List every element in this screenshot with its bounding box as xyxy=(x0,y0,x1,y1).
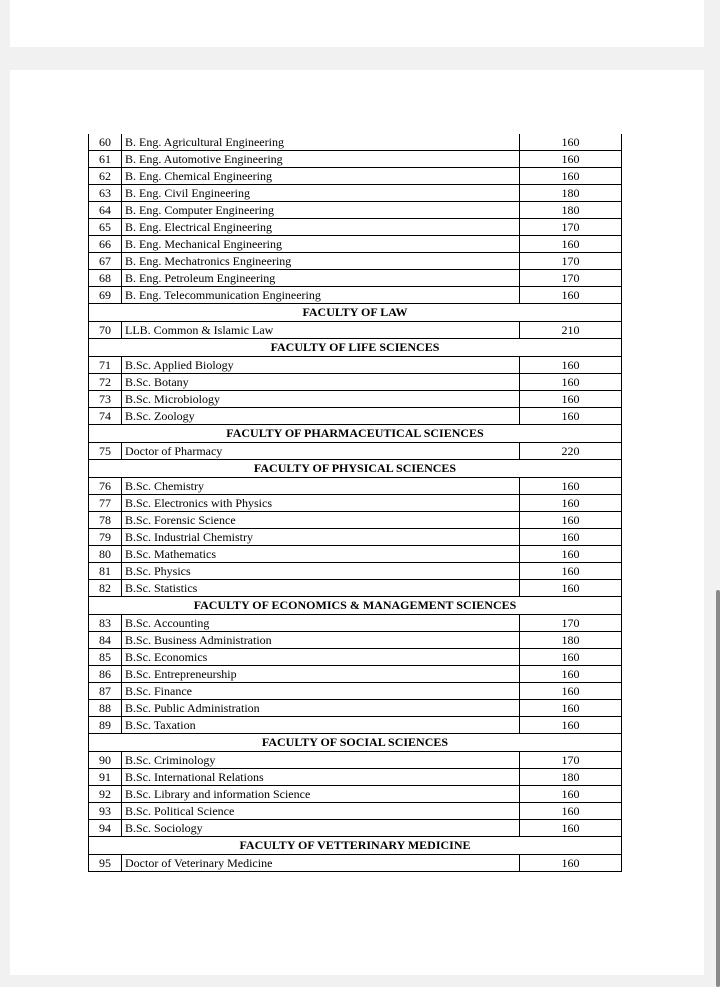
table-row xyxy=(89,443,622,460)
program-name: B.Sc. Taxation xyxy=(122,717,520,734)
table-row xyxy=(89,478,622,495)
cutoff-score: 170 xyxy=(520,219,622,236)
program-name: B.Sc. Zoology xyxy=(122,408,520,425)
table-row xyxy=(89,803,622,820)
faculty-title: FACULTY OF LAW xyxy=(89,304,622,322)
cutoff-score: 180 xyxy=(520,202,622,219)
table-row xyxy=(89,700,622,717)
program-name: B.Sc. Mathematics xyxy=(122,546,520,563)
table-row xyxy=(89,168,622,185)
cutoff-score: 180 xyxy=(520,185,622,202)
row-number: 83 xyxy=(89,615,122,632)
cutoff-score: 160 xyxy=(520,546,622,563)
cutoff-score: 160 xyxy=(520,374,622,391)
faculty-header-row xyxy=(89,339,622,357)
previous-page-card xyxy=(10,0,704,47)
faculty-title: FACULTY OF VETTERINARY MEDICINE xyxy=(89,837,622,855)
program-name: B.Sc. Applied Biology xyxy=(122,357,520,374)
cutoff-score: 160 xyxy=(520,820,622,837)
cutoff-score: 180 xyxy=(520,632,622,649)
cutoff-score: 160 xyxy=(520,649,622,666)
cutoff-score: 220 xyxy=(520,443,622,460)
program-name: B. Eng. Mechanical Engineering xyxy=(122,236,520,253)
row-number: 68 xyxy=(89,270,122,287)
row-number: 69 xyxy=(89,287,122,304)
row-number: 71 xyxy=(89,357,122,374)
program-name: B. Eng. Chemical Engineering xyxy=(122,168,520,185)
faculty-title: FACULTY OF ECONOMICS & MANAGEMENT SCIENCES xyxy=(89,597,622,615)
program-name: B.Sc. Botany xyxy=(122,374,520,391)
cutoff-score: 160 xyxy=(520,478,622,495)
table-row xyxy=(89,408,622,425)
program-name: B. Eng. Telecommunication Engineering xyxy=(122,287,520,304)
table-row xyxy=(89,615,622,632)
table-row xyxy=(89,666,622,683)
table-row xyxy=(89,151,622,168)
program-name: B. Eng. Civil Engineering xyxy=(122,185,520,202)
table-row xyxy=(89,270,622,287)
cutoff-score: 160 xyxy=(520,786,622,803)
table-row xyxy=(89,683,622,700)
row-number: 92 xyxy=(89,786,122,803)
cutoff-score: 170 xyxy=(520,270,622,287)
program-name: LLB. Common & Islamic Law xyxy=(122,322,520,339)
program-name: B.Sc. Industrial Chemistry xyxy=(122,529,520,546)
row-number: 87 xyxy=(89,683,122,700)
row-number: 88 xyxy=(89,700,122,717)
row-number: 79 xyxy=(89,529,122,546)
cutoff-score: 160 xyxy=(520,168,622,185)
row-number: 70 xyxy=(89,322,122,339)
cutoff-score: 210 xyxy=(520,322,622,339)
row-number: 65 xyxy=(89,219,122,236)
row-number: 81 xyxy=(89,563,122,580)
cutoff-score: 180 xyxy=(520,769,622,786)
table-row xyxy=(89,357,622,374)
cutoff-score: 160 xyxy=(520,408,622,425)
table-row xyxy=(89,820,622,837)
table-row xyxy=(89,752,622,769)
cutoff-score: 160 xyxy=(520,236,622,253)
faculty-header-row xyxy=(89,837,622,855)
cutoff-score: 160 xyxy=(520,803,622,820)
row-number: 95 xyxy=(89,855,122,872)
table-row xyxy=(89,855,622,872)
program-name: B. Eng. Automotive Engineering xyxy=(122,151,520,168)
table-row xyxy=(89,649,622,666)
cutoff-score: 160 xyxy=(520,134,622,151)
program-name: Doctor of Pharmacy xyxy=(122,443,520,460)
cutoff-score: 160 xyxy=(520,666,622,683)
row-number: 86 xyxy=(89,666,122,683)
row-number: 89 xyxy=(89,717,122,734)
cutoff-score: 160 xyxy=(520,700,622,717)
row-number: 64 xyxy=(89,202,122,219)
faculty-title: FACULTY OF PHARMACEUTICAL SCIENCES xyxy=(89,425,622,443)
table-row xyxy=(89,769,622,786)
table-row xyxy=(89,253,622,270)
program-name: Doctor of Veterinary Medicine xyxy=(122,855,520,872)
faculty-header-row xyxy=(89,304,622,322)
cutoff-score: 160 xyxy=(520,391,622,408)
cutoff-score: 160 xyxy=(520,512,622,529)
faculty-header-row xyxy=(89,597,622,615)
table-row xyxy=(89,786,622,803)
row-number: 94 xyxy=(89,820,122,837)
row-number: 67 xyxy=(89,253,122,270)
cutoff-score: 160 xyxy=(520,580,622,597)
table-row xyxy=(89,546,622,563)
table-row xyxy=(89,512,622,529)
table-row xyxy=(89,632,622,649)
row-number: 61 xyxy=(89,151,122,168)
table-row xyxy=(89,580,622,597)
program-name: B.Sc. Business Administration xyxy=(122,632,520,649)
row-number: 76 xyxy=(89,478,122,495)
faculty-header-row xyxy=(89,460,622,478)
row-number: 90 xyxy=(89,752,122,769)
program-name: B.Sc. Electronics with Physics xyxy=(122,495,520,512)
program-name: B.Sc. Sociology xyxy=(122,820,520,837)
program-name: B. Eng. Agricultural Engineering xyxy=(122,134,520,151)
table-row xyxy=(89,322,622,339)
program-name: B.Sc. International Relations xyxy=(122,769,520,786)
row-number: 73 xyxy=(89,391,122,408)
cutoff-score: 170 xyxy=(520,253,622,270)
table-row xyxy=(89,219,622,236)
table-row xyxy=(89,202,622,219)
row-number: 82 xyxy=(89,580,122,597)
table-row xyxy=(89,374,622,391)
program-name: B.Sc. Chemistry xyxy=(122,478,520,495)
program-name: B.Sc. Economics xyxy=(122,649,520,666)
faculty-title: FACULTY OF SOCIAL SCIENCES xyxy=(89,734,622,752)
cutoff-score: 170 xyxy=(520,752,622,769)
row-number: 80 xyxy=(89,546,122,563)
row-number: 84 xyxy=(89,632,122,649)
faculty-header-row xyxy=(89,734,622,752)
cutoff-score: 170 xyxy=(520,615,622,632)
table-row xyxy=(89,185,622,202)
cutoff-table-body xyxy=(89,134,622,872)
row-number: 75 xyxy=(89,443,122,460)
cutoff-score: 160 xyxy=(520,287,622,304)
row-number: 85 xyxy=(89,649,122,666)
row-number: 74 xyxy=(89,408,122,425)
table-row xyxy=(89,495,622,512)
cutoff-table xyxy=(88,134,622,872)
faculty-title: FACULTY OF LIFE SCIENCES xyxy=(89,339,622,357)
row-number: 60 xyxy=(89,134,122,151)
program-name: B.Sc. Forensic Science xyxy=(122,512,520,529)
row-number: 93 xyxy=(89,803,122,820)
row-number: 78 xyxy=(89,512,122,529)
cutoff-score: 160 xyxy=(520,717,622,734)
program-name: B. Eng. Mechatronics Engineering xyxy=(122,253,520,270)
table-row xyxy=(89,717,622,734)
cutoff-score: 160 xyxy=(520,563,622,580)
program-name: B.Sc. Criminology xyxy=(122,752,520,769)
cutoff-score: 160 xyxy=(520,683,622,700)
scrollbar[interactable] xyxy=(716,590,720,987)
table-row xyxy=(89,134,622,151)
table-row xyxy=(89,287,622,304)
program-name: B.Sc. Statistics xyxy=(122,580,520,597)
row-number: 62 xyxy=(89,168,122,185)
faculty-title: FACULTY OF PHYSICAL SCIENCES xyxy=(89,460,622,478)
table-row xyxy=(89,236,622,253)
program-name: B.Sc. Microbiology xyxy=(122,391,520,408)
row-number: 66 xyxy=(89,236,122,253)
table-row xyxy=(89,563,622,580)
cutoff-score: 160 xyxy=(520,151,622,168)
program-name: B.Sc. Library and information Science xyxy=(122,786,520,803)
program-name: B.Sc. Public Administration xyxy=(122,700,520,717)
program-name: B.Sc. Accounting xyxy=(122,615,520,632)
table-row xyxy=(89,391,622,408)
row-number: 91 xyxy=(89,769,122,786)
row-number: 72 xyxy=(89,374,122,391)
row-number: 77 xyxy=(89,495,122,512)
program-name: B. Eng. Computer Engineering xyxy=(122,202,520,219)
program-name: B.Sc. Entrepreneurship xyxy=(122,666,520,683)
program-name: B.Sc. Political Science xyxy=(122,803,520,820)
row-number: 63 xyxy=(89,185,122,202)
cutoff-score: 160 xyxy=(520,529,622,546)
faculty-header-row xyxy=(89,425,622,443)
program-name: B. Eng. Electrical Engineering xyxy=(122,219,520,236)
cutoff-score: 160 xyxy=(520,357,622,374)
program-name: B.Sc. Physics xyxy=(122,563,520,580)
cutoff-score: 160 xyxy=(520,495,622,512)
table-row xyxy=(89,529,622,546)
program-name: B.Sc. Finance xyxy=(122,683,520,700)
cutoff-score: 160 xyxy=(520,855,622,872)
program-name: B. Eng. Petroleum Engineering xyxy=(122,270,520,287)
